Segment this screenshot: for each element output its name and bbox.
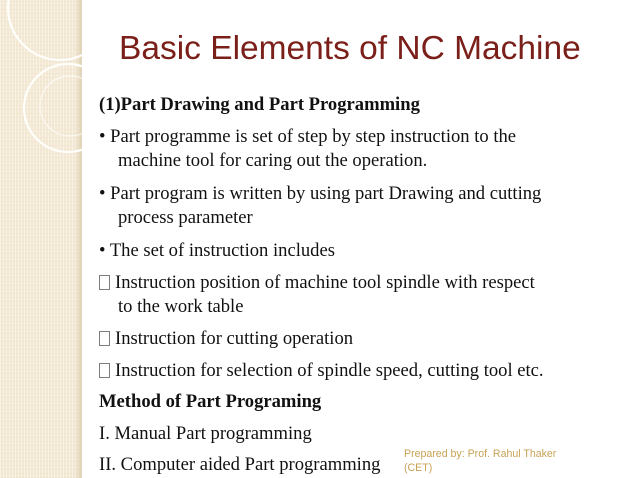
sub-item-text: Instruction for cutting operation xyxy=(115,328,354,349)
bullet-line: • Part program is written by using part Drawing and cutting xyxy=(99,183,542,204)
missing-glyph-icon xyxy=(99,331,110,346)
method-item: I. Manual Part programming xyxy=(99,423,312,444)
slide-title: Basic Elements of NC Machine xyxy=(119,30,581,67)
method-item: II. Computer aided Part programming xyxy=(99,454,381,475)
sub-item xyxy=(99,360,544,382)
sub-item-text: Instruction position of machine tool spindle with respect xyxy=(115,272,535,293)
sub-item-text: Instruction for selection of spindle speed, cutting tool etc. xyxy=(115,360,544,381)
missing-glyph-icon xyxy=(99,363,110,378)
footer-credit: Prepared by: Prof. Rahul Thaker (CET) xyxy=(404,448,557,474)
sub-item xyxy=(99,328,353,350)
decorative-circle-inner xyxy=(40,76,100,136)
missing-glyph-icon xyxy=(99,275,110,290)
bullet-line: • The set of instruction includes xyxy=(99,240,335,261)
bullet-continuation: machine tool for caring out the operation. xyxy=(118,150,428,171)
bullet-line: • Part programme is set of step by step instruction to the xyxy=(99,126,517,147)
method-heading: Method of Part Programing xyxy=(99,391,322,412)
bullet-continuation: process parameter xyxy=(118,207,253,228)
section-heading: (1)Part Drawing and Part Programming xyxy=(99,94,420,115)
sub-item-continuation: to the work table xyxy=(118,296,244,317)
sub-item xyxy=(99,272,535,294)
decorative-circle-upper xyxy=(8,0,112,60)
